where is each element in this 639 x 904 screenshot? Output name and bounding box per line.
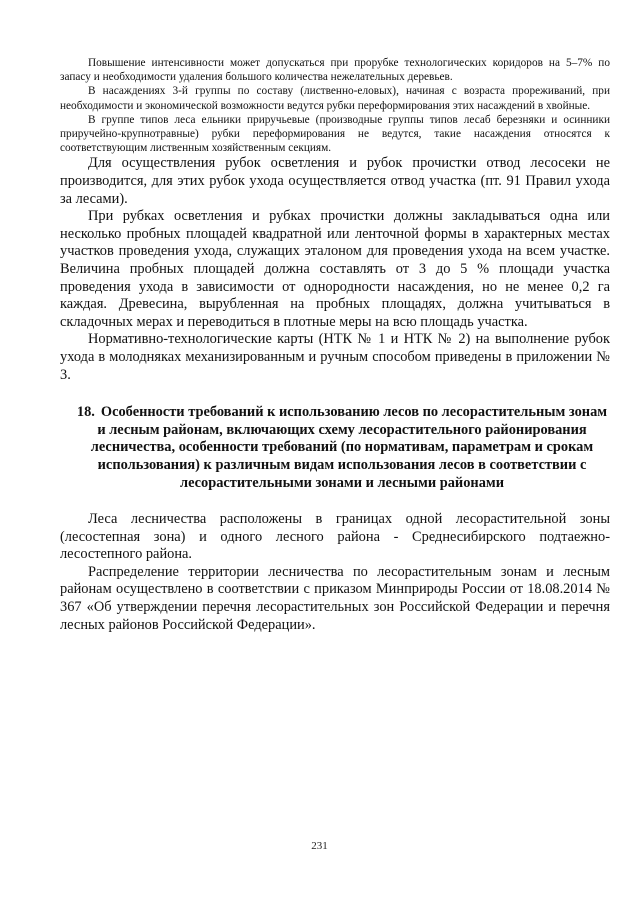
paragraph-forest-zone: Леса лесничества расположены в границах одной лесорастительной зоны (лесостепная зона) и одного лесного района - Среднесибирского подтаежно-лесостепного района. (60, 511, 610, 563)
spacer (60, 492, 610, 511)
section-title: Особенности требований к использованию лесов по лесорастительным зонам и лесным районам, включающих схему лесорастительного районирования лесничества, особенности требований (по нормативам, параметрам и срокам использования) к различным видам использования лесов в соответствии с лесорастительными зонами и лесными районами (90, 404, 608, 491)
paragraph-sample-plots: При рубках осветления и рубках прочистки должны закладываться одна или несколько пробных площадей квадратной или ленточной формы в характерных местах участков проведения ухода, служащих эталоном для проведения ухода на всем участке. Величина пробных площадей должна составлять от 3 до 5 % площади участка проведения ухода в зависимости от однородности насаждения, но не менее 0,2 га каждая. Древесина, вырубленная на пробных площадях, должна учитываться в складочных мерах и переводиться в плотные меры на всю площадь участка. (60, 208, 610, 330)
paragraph-spruce-types: В группе типов леса ельники приручьевые (производные группы типов лесаб березняки и осинники приручейно-крупнотравные) рубки переформирования не ведутся, такие насаждения относятся к соответствующим лиственным хозяйственным секциям. (60, 113, 610, 155)
page-number: 231 (311, 840, 328, 852)
section-number: 18. (76, 404, 95, 421)
document-page (60, 56, 610, 634)
paragraph-intensity: Повышение интенсивности может допускаться при прорубке технологических коридоров на 5–7% по запасу и необходимости удаления большого количества нежелательных деревьев. (60, 57, 610, 84)
paragraph-allotment: Для осуществления рубок осветления и рубок прочистки отвод лесосеки не производится, для этих рубок ухода осуществляется отвод участка (пт. 91 Правил ухода за лесами). (60, 155, 610, 207)
paragraph-distribution: Распределение территории лесничества по лесорастительным зонам и лесным районам осуществлено в соответствии с приказом Минприроды России от 18.08.2014 № 367 «Об утверждении перечня лесорастительных зон Российской Федерации и перечня лесных районов Российской Федерации». (60, 563, 610, 633)
paragraph-ntk: Нормативно-технологические карты (НТК № 1 и НТК № 2) на выполнение рубок ухода в молодняках механизированным и ручным способом приведены в приложении № 3. (60, 331, 610, 383)
section-heading (74, 404, 610, 492)
paragraph-group-3: В насаждениях 3-й группы по составу (лиственно-еловых), начиная с возраста прореживаний, при необходимости и экономической возможности ведутся рубки переформирования этих насаждений в хвойные. (60, 85, 610, 112)
